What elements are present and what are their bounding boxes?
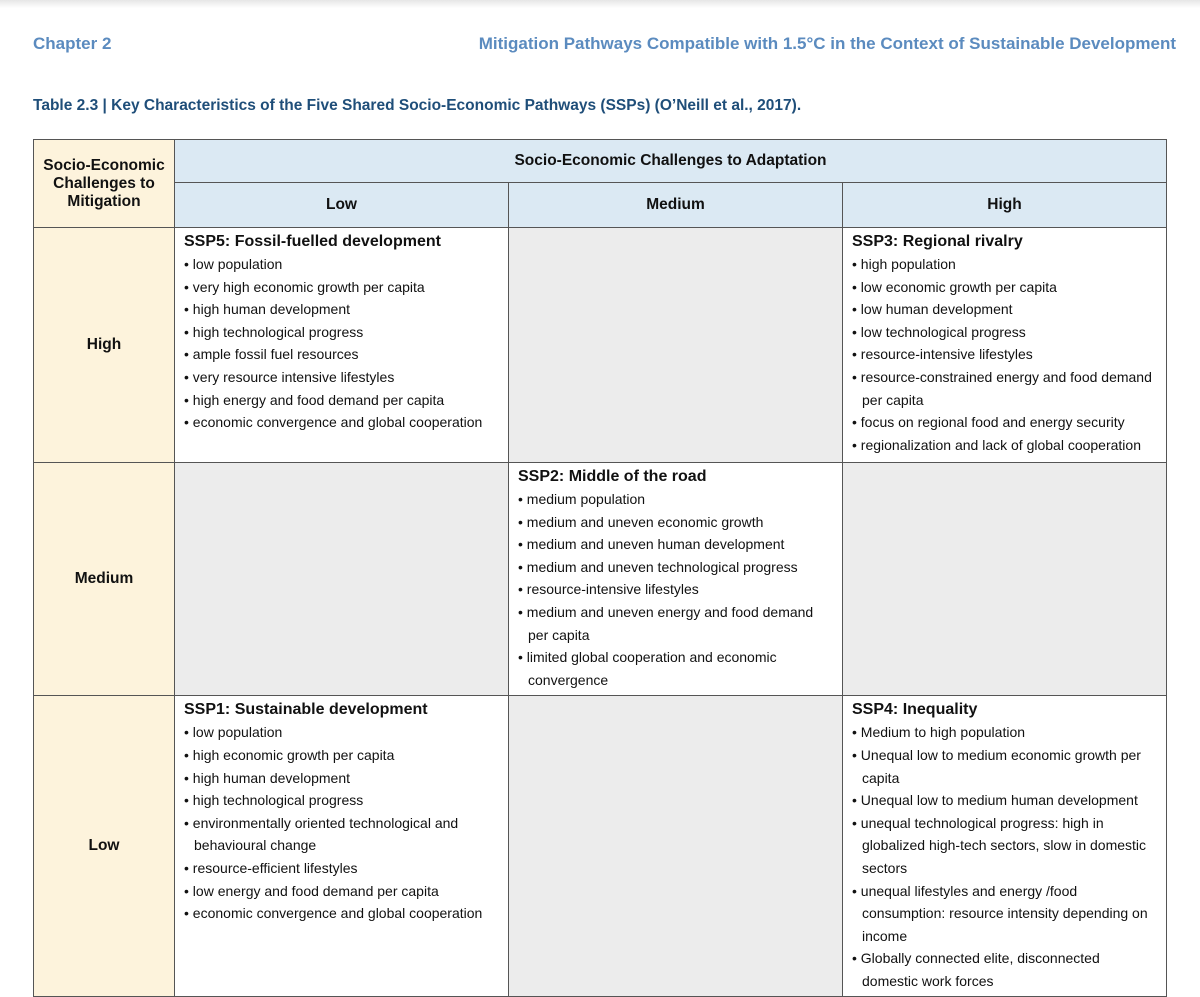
top-edge: [0, 0, 1200, 8]
empty-cell: [509, 696, 843, 997]
empty-cell: [175, 463, 509, 696]
ssp5-title: SSP5: Fossil-fuelled development: [184, 233, 441, 250]
cell-ssp3: [843, 228, 1167, 463]
column-header-low: Low: [175, 183, 509, 228]
list-item: • low population: [184, 253, 500, 276]
ssp-table: [33, 139, 1167, 997]
ssp4-title: SSP4: Inequality: [852, 701, 978, 719]
cell-ssp1: [175, 696, 509, 997]
list-item: • low economic growth per capita: [852, 276, 1158, 299]
list-item: • medium population: [518, 488, 834, 511]
list-item: • high energy and food demand per capita: [184, 389, 500, 412]
ssp5-list: [184, 253, 500, 434]
row-header-medium: Medium: [34, 463, 175, 696]
list-item: • high human development: [184, 298, 500, 321]
list-item: • high technological progress: [184, 789, 500, 812]
list-item: • resource-intensive lifestyles: [518, 578, 834, 601]
ssp4-list: [852, 721, 1158, 992]
table-caption: Table 2.3 | Key Characteristics of the Five Shared Socio-Economic Pathways (SSPs) (O’Neill et al., 2017).: [33, 97, 802, 114]
chapter-label: Chapter 2: [33, 34, 112, 53]
list-item: • Medium to high population: [852, 721, 1158, 744]
column-header-high: High: [843, 183, 1167, 228]
ssp1-list: [184, 721, 500, 924]
running-title: Mitigation Pathways Compatible with 1.5°C in the Context of Sustainable Development: [478, 34, 1176, 53]
list-item: • Unequal low to medium economic growth per capita: [852, 744, 1158, 789]
list-item: • ample fossil fuel resources: [184, 343, 500, 366]
row-header-low: Low: [34, 696, 175, 997]
list-item: • high economic growth per capita: [184, 744, 500, 767]
list-item: • very high economic growth per capita: [184, 276, 500, 299]
cell-ssp5: [175, 228, 509, 463]
list-item: • economic convergence and global cooperation: [184, 902, 500, 925]
column-header-medium: Medium: [509, 183, 843, 228]
list-item: • low technological progress: [852, 321, 1158, 344]
list-item: • Unequal low to medium human development: [852, 789, 1158, 812]
list-item: • environmentally oriented technological and behavioural change: [184, 812, 500, 857]
ssp2-title: SSP2: Middle of the road: [518, 468, 707, 485]
ssp3-title: SSP3: Regional rivalry: [852, 233, 1023, 250]
list-item: • high technological progress: [184, 321, 500, 344]
list-item: • resource-constrained energy and food demand per capita: [852, 366, 1158, 411]
cell-ssp4: [843, 696, 1167, 997]
ssp2-list: [518, 488, 834, 691]
row-header-high: High: [34, 228, 175, 463]
ssp3-list: [852, 253, 1158, 456]
empty-cell: [843, 463, 1167, 696]
list-item: • medium and uneven energy and food demand per capita: [518, 601, 834, 646]
ssp1-title: SSP1: Sustainable development: [184, 701, 428, 719]
list-item: • economic convergence and global cooperation: [184, 411, 500, 434]
list-item: • medium and uneven economic growth: [518, 511, 834, 534]
list-item: • high human development: [184, 767, 500, 790]
list-item: • unequal lifestyles and energy /food consumption: resource intensity depending on income: [852, 880, 1158, 948]
list-item: • low population: [184, 721, 500, 744]
list-item: • high population: [852, 253, 1158, 276]
list-item: • medium and uneven technological progress: [518, 556, 834, 579]
list-item: • very resource intensive lifestyles: [184, 366, 500, 389]
list-item: • unequal technological progress: high in globalized high-tech sectors, slow in domestic sectors: [852, 812, 1158, 880]
list-item: • low human development: [852, 298, 1158, 321]
empty-cell: [509, 228, 843, 463]
list-item: • low energy and food demand per capita: [184, 880, 500, 903]
row-header-title: Socio-Economic Challenges to Mitigation: [34, 140, 175, 228]
list-item: • resource-efficient lifestyles: [184, 857, 500, 880]
list-item: • medium and uneven human development: [518, 533, 834, 556]
cell-ssp2: [509, 463, 843, 696]
list-item: • Globally connected elite, disconnected domestic work forces: [852, 947, 1158, 992]
list-item: • limited global cooperation and economic convergence: [518, 646, 834, 691]
list-item: • focus on regional food and energy security: [852, 411, 1158, 434]
list-item: • regionalization and lack of global cooperation: [852, 434, 1158, 457]
column-group-title: Socio-Economic Challenges to Adaptation: [175, 140, 1167, 183]
list-item: • resource-intensive lifestyles: [852, 343, 1158, 366]
